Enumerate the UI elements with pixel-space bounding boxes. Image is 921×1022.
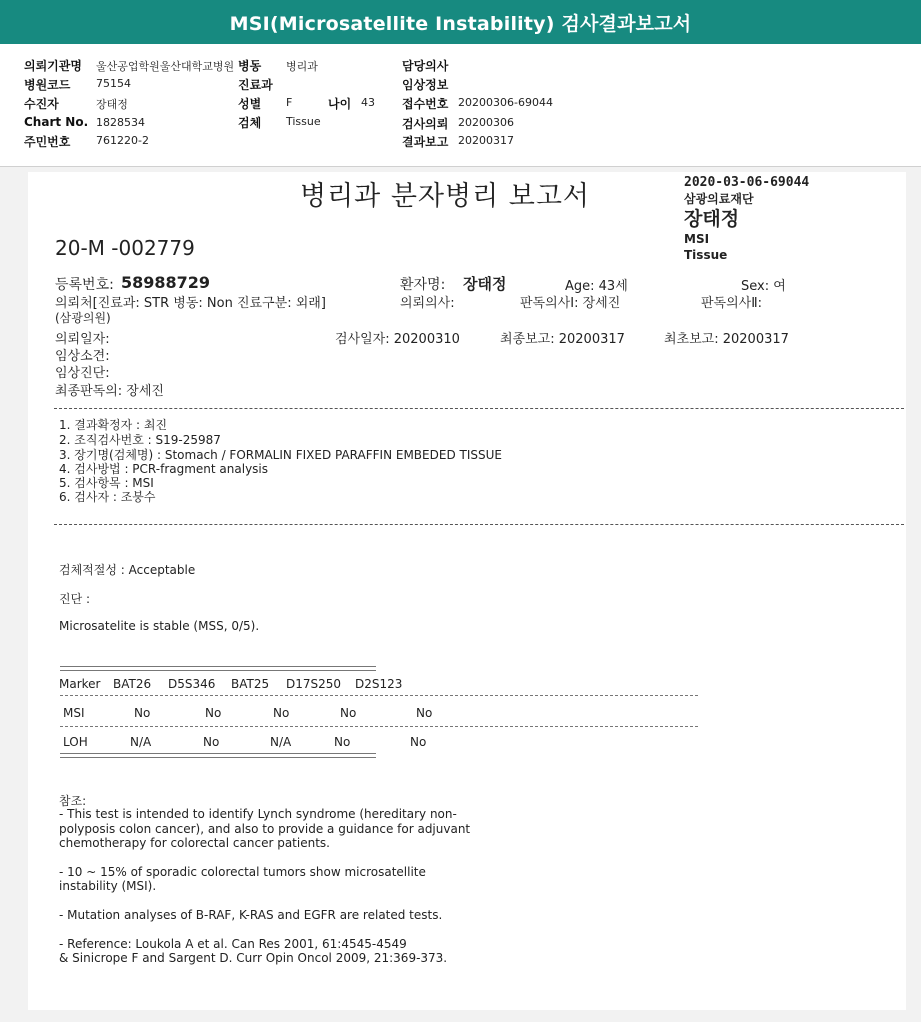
hospital-code-value: 75154 (96, 77, 131, 90)
case-number: 20-M -002779 (55, 236, 195, 260)
specimen-value: Tissue (286, 115, 321, 128)
patient-name-label: 환자명: (400, 277, 446, 293)
table-cell: LOH (63, 735, 88, 749)
clinical-info-label: 임상정보 (402, 78, 449, 92)
ward-value: 병리과 (286, 60, 318, 73)
table-cell: No (416, 706, 433, 720)
stamp-org: 삼광의료재단 (684, 192, 754, 206)
table-rule-top (60, 666, 376, 671)
item-1: 1. 결과확정자 : 최진 (59, 418, 168, 432)
final-report-date: 최종보고: 20200317 (500, 332, 625, 347)
note-line: - 10 ~ 15% of sporadic colorectal tumors show microsatellite (59, 865, 426, 879)
header-title-text: MSI(Microsatellite Instability) 검사결과보고서 (229, 12, 692, 35)
receipt-no-label: 접수번호 (402, 97, 449, 111)
divider-middle (54, 524, 904, 525)
patient-age: Age: 43세 (565, 279, 628, 294)
stamp-test: MSI (684, 232, 710, 246)
referring-doctor: 의뢰의사: (400, 296, 455, 311)
table-cell: No (273, 706, 290, 720)
table-cell: N/A (270, 735, 292, 749)
requesting-institution-label: 의뢰기관명 (24, 59, 82, 73)
patient-sex: Sex: 여 (741, 279, 786, 294)
table-cell: No (410, 735, 427, 749)
table-cell: N/A (130, 735, 152, 749)
note-line: polyposis colon cancer), and also to provide a guidance for adjuvant (59, 822, 471, 836)
note-line: chemotherapy for colorectal cancer patients. (59, 836, 330, 850)
table-cell: No (203, 735, 220, 749)
resident-no-value: 761220-2 (96, 134, 149, 147)
note-line: & Sinicrope F and Sargent D. Curr Opin Oncol 2009, 21:369-373. (59, 951, 448, 965)
clinical-diagnosis: 임상진단: (55, 366, 110, 381)
request-date: 의뢰일자: (55, 332, 110, 347)
report-header-title (0, 0, 921, 44)
col-header-d5s346: D5S346 (168, 677, 216, 691)
requesting-institution-value: 울산공업학원울산대학교병원 (96, 60, 235, 73)
test-request-label: 검사의뢰 (402, 117, 449, 131)
examinee-value: 장태정 (96, 98, 128, 111)
diagnosis-label: 진단 : (59, 592, 91, 606)
col-header-marker: Marker (59, 677, 101, 691)
age-label: 나이 (328, 97, 352, 111)
test-date: 검사일자: 20200310 (335, 332, 460, 347)
item-2: 2. 조직검사번호 : S19-25987 (59, 433, 221, 447)
result-report-label: 결과보고 (402, 135, 449, 149)
divider-top (54, 408, 904, 409)
table-rule-bottom (60, 753, 376, 758)
item-6: 6. 검사자 : 조붕수 (59, 490, 156, 504)
clinical-findings: 임상소견: (55, 349, 110, 364)
sex-label: 성별 (238, 97, 262, 111)
pathology-report-page (28, 172, 906, 1010)
item-3: 3. 장기명(검체명) : Stomach / FORMALIN FIXED PARAFFIN EMBEDED TISSUE (59, 448, 502, 462)
table-cell: No (205, 706, 222, 720)
col-header-d2s123: D2S123 (355, 677, 403, 691)
patient-name: 장태정 (463, 275, 507, 293)
attending-label: 담당의사 (402, 59, 449, 73)
col-header-bat25: BAT25 (231, 677, 270, 691)
item-5: 5. 검사항목 : MSI (59, 476, 154, 490)
test-request-value: 20200306 (458, 116, 514, 129)
pathologist-1: 판독의사Ⅰ: 장세진 (520, 296, 621, 311)
first-report-date: 최초보고: 20200317 (664, 332, 789, 347)
registration-label: 등록번호: (55, 277, 114, 293)
final-reader: 최종판독의: 장세진 (55, 384, 164, 399)
stamp-specimen: Tissue (684, 248, 728, 262)
item-4: 4. 검사방법 : PCR-fragment analysis (59, 462, 269, 476)
age-value: 43 (361, 96, 375, 109)
hospital-code-label: 병원코드 (24, 78, 71, 92)
note-line: - This test is intended to identify Lynch syndrome (hereditary non- (59, 807, 457, 821)
registration-number: 58988729 (121, 273, 211, 292)
note-line: instability (MSI). (59, 879, 157, 893)
table-cell: No (334, 735, 351, 749)
table-rule-row (60, 726, 698, 727)
department-label: 진료과 (238, 78, 273, 92)
table-cell: No (340, 706, 357, 720)
pathologist-2: 판독의사Ⅱ: (701, 296, 763, 311)
col-header-bat26: BAT26 (113, 677, 152, 691)
diagnosis-text: Microsatelite is stable (MSS, 0/5). (59, 619, 260, 633)
resident-no-label: 주민번호 (24, 135, 71, 149)
report-title: 병리과 분자병리 보고서 (300, 181, 590, 212)
chart-no-label: Chart No. (24, 115, 89, 129)
table-rule-header (60, 695, 698, 696)
specimen-adequacy: 검체적절성 : Acceptable (59, 563, 196, 577)
referral-org: (삼광의원) (55, 311, 111, 325)
ward-label: 병동 (238, 59, 262, 73)
examinee-label: 수진자 (24, 97, 59, 111)
patient-info-panel (0, 44, 921, 167)
table-cell: MSI (63, 706, 85, 720)
stamp-code: 2020-03-06-69044 (684, 175, 810, 190)
result-report-value: 20200317 (458, 134, 514, 147)
chart-no-value: 1828534 (96, 116, 145, 129)
referral-department: 의뢰처[진료과: STR 병동: Non 진료구분: 외래] (55, 296, 326, 311)
notes-label: 참조: (59, 794, 87, 808)
receipt-no-value: 20200306-69044 (458, 96, 553, 109)
note-line: - Mutation analyses of B-RAF, K-RAS and EGFR are related tests. (59, 908, 443, 922)
note-line: - Reference: Loukola A et al. Can Res 2001, 61:4545-4549 (59, 937, 407, 951)
sex-value: F (286, 96, 293, 109)
col-header-d17s250: D17S250 (286, 677, 342, 691)
stamp-name: 장태정 (684, 208, 740, 230)
specimen-label: 검체 (238, 116, 262, 130)
table-cell: No (134, 706, 151, 720)
